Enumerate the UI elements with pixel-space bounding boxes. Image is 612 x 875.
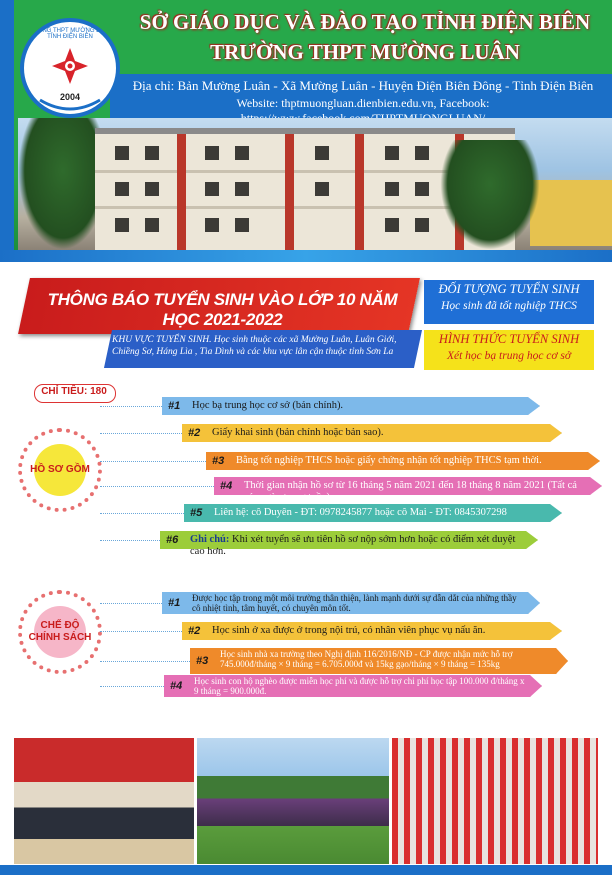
left-blue-edge (0, 0, 14, 250)
dossier-label: HỒ SƠ GỒM (30, 464, 90, 475)
school-name: TRƯỜNG THPT MƯỜNG LUÂN (210, 40, 520, 64)
dossier-item-text (212, 427, 548, 439)
announcement-title: THÔNG BÁO TUYỂN SINH VÀO LỚP 10 NĂM HỌC 2021-2022 (47, 290, 398, 329)
dossier-item-text (192, 400, 526, 412)
dossier-item-body: Thời gian nhận hồ sơ từ 16 tháng 5 năm 2021 đến 18 tháng 8 năm 2021 (Tất cả các ngày trong tuần) (244, 480, 577, 503)
policy-item-text (192, 593, 526, 613)
dossier-connector-5 (100, 513, 184, 515)
dossier-item-body: Liên hệ: cô Duyên - ĐT: 0978245877 hoặc cô Mai - ĐT: 0845307298 (214, 507, 507, 518)
dossier-connector-2 (100, 433, 182, 435)
dossier-item-body: Khi xét tuyển sẽ ưu tiên hồ sơ nộp sớm hơn hoặc có điểm xét duyệt cao hơn. (190, 534, 516, 557)
policy-item-text (220, 649, 554, 669)
logo-year: 2004 (59, 92, 81, 102)
dossier-connector-1 (100, 406, 162, 408)
policy-item-body: Được học tập trong một môi trường thân thiện, lành mạnh dưới sự dẫn dắt của những thầy cô nhiệt tình, tâm huyết, có chuyên môn tốt. (192, 593, 517, 613)
dossier-item-number: #6 (166, 534, 179, 546)
department-title: SỞ GIÁO DỤC VÀ ĐÀO TẠO TỈNH ĐIỆN BIÊN (139, 10, 591, 34)
dossier-item-number: #3 (212, 455, 225, 467)
quota-text: CHỈ TIÊU: 180 (41, 386, 107, 397)
policy-item-body: Học sinh con hộ nghèo được miễn học phí và được hỗ trợ chi phí học tập 100.000 đ/tháng x 9 tháng = 900.000đ. (194, 676, 525, 696)
policy-connector-1 (100, 603, 162, 605)
policy-circle (18, 590, 102, 674)
policy-label-line1: CHẾ ĐỘ (40, 620, 80, 631)
policy-connector-2 (100, 631, 182, 633)
dossier-connector-6 (100, 540, 160, 542)
target-title: ĐỐI TƯỢNG TUYỂN SINH (438, 282, 580, 296)
policy-item-number: #3 (196, 655, 209, 667)
dossier-item-body: Giấy khai sinh (bản chính hoặc bản sao). (212, 427, 384, 438)
logo-ring-text: TRƯỜNG THPT MƯỜNG LUÂN - TỈNH ĐIỆN BIÊN (24, 28, 116, 40)
dossier-item-body: Bằng tốt nghiệp THCS hoặc giấy chứng nhận tốt nghiệp THCS tạm thời. (236, 455, 542, 466)
tree-right (440, 140, 540, 250)
dossier-item-text (214, 507, 548, 519)
policy-item-text (212, 625, 548, 637)
method-body: Xét học bạ trung học cơ sở (446, 350, 572, 362)
policy-item-number: #2 (188, 625, 201, 637)
dossier-circle (18, 428, 102, 512)
photo-students-exercise (392, 738, 598, 864)
policy-item-body: Học sinh ở xa được ở trong nội trú, có nhân viên phục vụ nấu ăn. (212, 625, 486, 636)
photo-strip (14, 738, 598, 864)
policy-item-number: #4 (170, 680, 183, 692)
dossier-item-note-label: Ghi chú: (190, 534, 230, 545)
photo-teachers (14, 738, 194, 864)
yellow-building (530, 180, 612, 246)
dossier-connector-4 (100, 486, 214, 488)
dossier-item-number: #4 (220, 480, 233, 492)
policy-connector-3 (100, 661, 190, 663)
school-website: Website: thptmuongluan.dienbien.edu.vn, Facebook: (236, 96, 490, 110)
policy-item-text (194, 676, 528, 696)
policy-item-number: #1 (168, 597, 181, 609)
enrollment-area: KHU VỰC TUYỂN SINH. Học sinh thuộc các xã Mường Luân, Luân Giới, Chiềng Sơ, Háng Lìa , Tìa Dình và các khu vực lân cận thuộc tỉnh Sơn La (112, 335, 397, 357)
section-separator (0, 250, 612, 262)
dossier-item-number: #1 (168, 400, 181, 412)
policy-label-line2: CHÍNH SÁCH (28, 632, 92, 643)
dossier-item-number: #5 (190, 507, 203, 519)
dossier-item-number: #2 (188, 427, 201, 439)
dossier-connector-3 (100, 461, 206, 463)
school-address: Địa chỉ: Bản Mường Luân - Xã Mường Luân - Huyện Điện Biên Đông - Tỉnh Điện Biên (132, 78, 594, 93)
target-body: Học sinh đã tốt nghiệp THCS (441, 300, 577, 312)
photo-football-team (197, 738, 389, 864)
policy-item-body: Học sinh nhà xa trường theo Nghị định 116/2016/NĐ - CP được nhận mức hỗ trợ 745.000đ/tháng × 9 tháng = 6.705.000đ và 15kg gạo/tháng × 9 tháng = 135kg (220, 649, 513, 669)
bottom-blue-edge (0, 865, 612, 875)
method-title: HÌNH THỨC TUYỂN SINH (438, 332, 580, 346)
dossier-item-text (236, 455, 586, 467)
dossier-item-text (244, 480, 588, 504)
dossier-item-body: Học bạ trung học cơ sở (bản chính). (192, 400, 344, 411)
school-logo (20, 18, 120, 118)
dossier-item-text (190, 534, 524, 558)
policy-connector-4 (100, 686, 164, 688)
